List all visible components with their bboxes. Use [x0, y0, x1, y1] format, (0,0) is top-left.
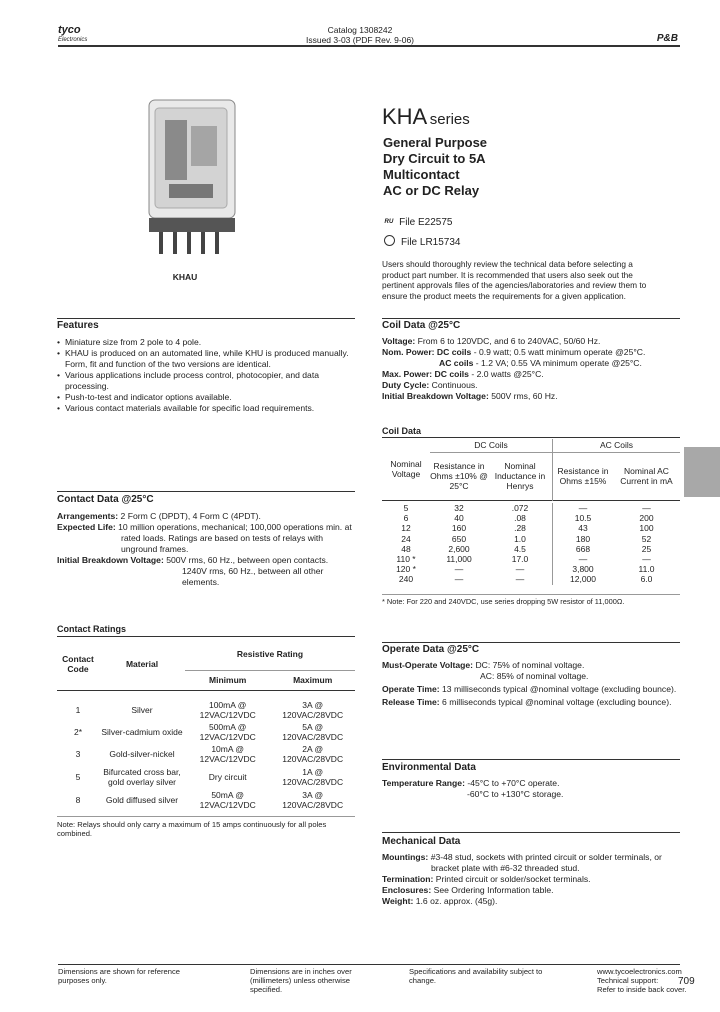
mechanical-heading: Mechanical Data — [382, 836, 461, 847]
cell-material: Gold-silver-nickel — [109, 748, 175, 759]
cell-code: 5 — [75, 771, 81, 782]
operate-data-rule — [382, 642, 680, 643]
series-code: KHA — [382, 104, 428, 129]
footer-website[interactable]: www.tycoelectronics.com — [597, 967, 682, 976]
subtitle-line: AC or DC Relay — [383, 183, 480, 198]
coil-table-bottom-rule — [382, 594, 680, 595]
max-power-label: Max. Power: — [382, 369, 433, 379]
image-caption: KHAU — [172, 272, 198, 282]
operate-data-heading: Operate Data @25°C — [382, 644, 480, 655]
subtitle-line: Multicontact — [383, 167, 460, 182]
product-subtitle — [383, 135, 487, 199]
table-row — [57, 743, 355, 765]
max-dc-value: - 2.0 watts @25°C. — [471, 369, 544, 379]
mountings-value: #3-48 stud, sockets with printed circuit or solder terminals, or bracket plate with #6-32 threaded stud. — [430, 852, 662, 873]
nom-power-label: Nom. Power: — [382, 347, 435, 357]
cell-max: 2A @ 120VAC/28VDC — [282, 743, 344, 764]
expected-life-value: 10 million operations, mechanical; 100,000 operations min. at rated loads. Ratings are based on tests of relays with unground frames. — [118, 522, 352, 554]
col-minimum: Minimum — [209, 674, 247, 685]
header-rule — [58, 45, 680, 47]
must-operate-ac: AC: 85% of nominal voltage. — [480, 671, 589, 681]
csa-mark-icon — [384, 235, 395, 246]
table-row — [57, 765, 355, 789]
arrangements-label: Arrangements: — [57, 511, 119, 521]
cell-min: 50mA @ 12VAC/12VDC — [199, 789, 256, 810]
table-row: 48 2,600 4.5 668 25 — [401, 543, 652, 554]
csa-file: File LR15734 — [401, 237, 461, 248]
coil-table-heading: Coil Data — [382, 426, 422, 436]
ul-approval — [384, 217, 453, 229]
cell-min: Dry circuit — [208, 771, 247, 782]
footer-rule — [58, 964, 680, 965]
nom-ac-label: AC coils — [439, 358, 474, 368]
col-ac-current: Nominal AC Current in mA — [620, 465, 673, 486]
table-row: 120 * — — 3,800 11.0 — [396, 564, 655, 575]
cell-material: Gold diffused silver — [105, 794, 179, 805]
feature-item: • Miniature size from 2 pole to 4 pole. — [57, 337, 357, 348]
duty-cycle-label: Duty Cycle: — [382, 380, 430, 390]
environmental-body — [382, 778, 682, 800]
features-list — [57, 337, 357, 414]
operate-time-value: 13 milliseconds typical @nominal voltage (excluding bounce). — [442, 684, 677, 694]
ul-file: File E22575 — [399, 217, 453, 228]
release-time-label: Release Time: — [382, 697, 440, 707]
contact-ratings-top-rule — [57, 636, 355, 637]
col-material: Material — [125, 658, 159, 669]
voltage-label: Voltage: — [382, 336, 416, 346]
coil-breakdown-value: 500V rms, 60 Hz. — [491, 391, 558, 401]
cell-min: 10mA @ 12VAC/12VDC — [199, 743, 256, 764]
feature-item: • Various contact materials available for specific load requirements. — [57, 403, 357, 414]
must-operate-label: Must-Operate Voltage: — [382, 660, 474, 670]
contact-data-body — [57, 511, 353, 588]
col-contact-code: Contact Code — [62, 653, 94, 674]
nom-dc-label: DC coils — [436, 347, 472, 357]
footer-col-4 — [597, 967, 687, 994]
subtitle-line: General Purpose — [383, 135, 488, 150]
enclosures-label: Enclosures: — [382, 885, 432, 895]
contact-ratings-table — [57, 638, 355, 811]
enclosures-value: See Ordering Information table. — [433, 885, 554, 895]
col-maximum: Maximum — [293, 674, 333, 685]
col-dc-inductance: Nominal Inductance in Henrys — [494, 460, 546, 492]
arrangements-value: 2 Form C (DPDT), 4 Form C (4PDT). — [120, 511, 261, 521]
csa-approval — [384, 235, 460, 249]
features-rule — [57, 318, 355, 319]
nom-ac-value: - 1.2 VA; 0.55 VA minimum operate @25°C. — [475, 358, 642, 368]
footer-col-1: Dimensions are shown for reference purposes only. — [58, 967, 180, 986]
footer-col-2: Dimensions are in inches over (millimeters) unless otherwise specified. — [250, 967, 352, 995]
termination-value: Printed circuit or solder/socket terminals. — [435, 874, 591, 884]
cell-max: 3A @ 120VAC/28VDC — [282, 699, 344, 720]
table-row — [57, 789, 355, 811]
coil-table-note: * Note: For 220 and 240VDC, use series dropping 5W resistor of 11,000Ω. — [382, 597, 625, 606]
initial-breakdown-value: 500V rms, 60 Hz., between open contacts. 1240V rms, 60 Hz., between all other elements. — [166, 555, 329, 587]
col-ac-resistance: Resistance in Ohms ±15% — [553, 452, 614, 500]
temperature-storage: -60°C to +130°C storage. — [467, 789, 564, 799]
issue-date: Issued 3-03 (PDF Rev. 9-06) — [305, 35, 415, 45]
table-row — [57, 699, 355, 721]
cell-material: Silver — [131, 704, 153, 715]
contact-ratings-heading: Contact Ratings — [57, 624, 127, 634]
table-row: 110 * 11,000 17.0 — — — [396, 553, 651, 564]
cell-max: 5A @ 120VAC/28VDC — [282, 721, 344, 742]
section-tab — [684, 447, 720, 497]
table-row: 12 160 .28 43 100 — [401, 523, 654, 534]
feature-item: • Push-to-test and indicator options available. — [57, 392, 357, 403]
table-row: 6 40 .08 10.5 200 — [403, 513, 654, 524]
cell-code: 1 — [75, 704, 81, 715]
table-row: 24 650 1.0 180 52 — [401, 533, 652, 544]
coil-data-table — [382, 439, 680, 585]
coil-breakdown-label: Initial Breakdown Voltage: — [382, 391, 489, 401]
footer-support: Technical support: — [597, 976, 659, 986]
footer-refer: Refer to inside back cover. — [597, 985, 687, 995]
termination-label: Termination: — [382, 874, 434, 884]
ac-coils-header: AC Coils — [553, 439, 681, 452]
cell-code: 8 — [75, 794, 81, 805]
contact-ratings-bottom-rule — [57, 816, 355, 817]
arrangements — [57, 511, 353, 522]
contact-data-rule — [57, 491, 355, 492]
series-title — [382, 104, 470, 130]
table-row: 5 32 .072 — — — [403, 503, 651, 513]
footer-col-3: Specifications and availability subject to change. — [409, 967, 543, 986]
cell-material: Silver-cadmium oxide — [101, 726, 183, 737]
mountings-label: Mountings: — [382, 852, 429, 862]
cell-max: 1A @ 120VAC/28VDC — [282, 766, 344, 787]
feature-item: • KHAU is produced on an automated line, while KHU is produced manually. Form, fit and function of the two versions are identical. — [57, 348, 357, 370]
cell-code: 2* — [73, 726, 83, 737]
col-dc-resistance: Resistance in Ohms ±10% @ 25°C — [430, 460, 488, 492]
initial-breakdown — [57, 555, 353, 588]
nom-dc-value: - 0.9 watt; 0.5 watt minimum operate @25°C. — [473, 347, 646, 357]
mechanical-rule — [382, 832, 680, 833]
tyco-logo: tyco — [58, 24, 81, 36]
page-number: 709 — [678, 976, 695, 987]
weight-value: 1.6 oz. approx. (45g). — [415, 896, 498, 906]
logo-subtitle: Electronics — [58, 37, 88, 43]
cell-code: 3 — [75, 748, 81, 759]
features-heading: Features — [57, 320, 99, 331]
coil-table-top-rule — [382, 437, 680, 438]
feature-item: • Various applications include process control, photocopier, and data processing. — [57, 370, 357, 392]
coil-data-heading: Coil Data @25°C — [382, 320, 461, 331]
operate-time-label: Operate Time: — [382, 684, 440, 694]
relay-product-image — [135, 90, 247, 260]
mechanical-body — [382, 852, 682, 907]
cell-max: 3A @ 120VAC/28VDC — [282, 789, 344, 810]
expected-life — [57, 522, 353, 555]
operate-data-body — [382, 660, 682, 708]
series-word: series — [429, 111, 470, 128]
cell-min: 500mA @ 12VAC/12VDC — [199, 721, 256, 742]
table-row — [57, 721, 355, 743]
weight-label: Weight: — [382, 896, 414, 906]
dc-coils-header: DC Coils — [430, 439, 553, 452]
temperature-operate: -45°C to +70°C operate. — [467, 778, 560, 788]
table-row: 240 — — 12,000 6.0 — [398, 574, 653, 585]
users-note: Users should thoroughly review the technical data before selecting a product part number. It is recommended that users also seek out the pertinent approvals files of the agencies/laboratories and review them to ensure the product meets the requirements for a given application. — [382, 259, 647, 301]
environmental-heading: Environmental Data — [382, 762, 476, 773]
coil-data-body — [382, 336, 682, 402]
catalog-number: Catalog 1308242 — [327, 25, 393, 35]
ul-mark-icon: ᴿᵁ — [384, 217, 394, 227]
max-dc-label: DC coils — [434, 369, 469, 379]
duty-cycle-value: Continuous. — [431, 380, 478, 390]
expected-life-label: Expected Life: — [57, 522, 116, 532]
col-nominal-voltage: Nominal Voltage — [390, 459, 422, 480]
contact-data-heading: Contact Data @25°C — [57, 494, 154, 505]
contact-ratings-note: Note: Relays should only carry a maximum of 15 amps continuously for all poles combined. — [57, 820, 327, 839]
environmental-rule — [382, 759, 680, 760]
initial-breakdown-label: Initial Breakdown Voltage: — [57, 555, 164, 565]
cell-min: 100mA @ 12VAC/12VDC — [199, 699, 256, 720]
temperature-label: Temperature Range: — [382, 778, 465, 788]
cell-material: Bifurcated cross bar, gold overlay silver — [103, 766, 181, 787]
subtitle-line: Dry Circuit to 5A — [383, 151, 486, 166]
must-operate-dc: DC: 75% of nominal voltage. — [475, 660, 585, 670]
release-time-value: 6 milliseconds typical @nominal voltage (excluding bounce). — [442, 697, 672, 707]
coil-data-rule — [382, 318, 680, 319]
voltage-value: From 6 to 120VDC, and 6 to 240VAC, 50/60 Hz. — [417, 336, 601, 346]
brand-mark: P&B — [656, 33, 678, 44]
col-resistive-rating: Resistive Rating — [185, 638, 355, 670]
